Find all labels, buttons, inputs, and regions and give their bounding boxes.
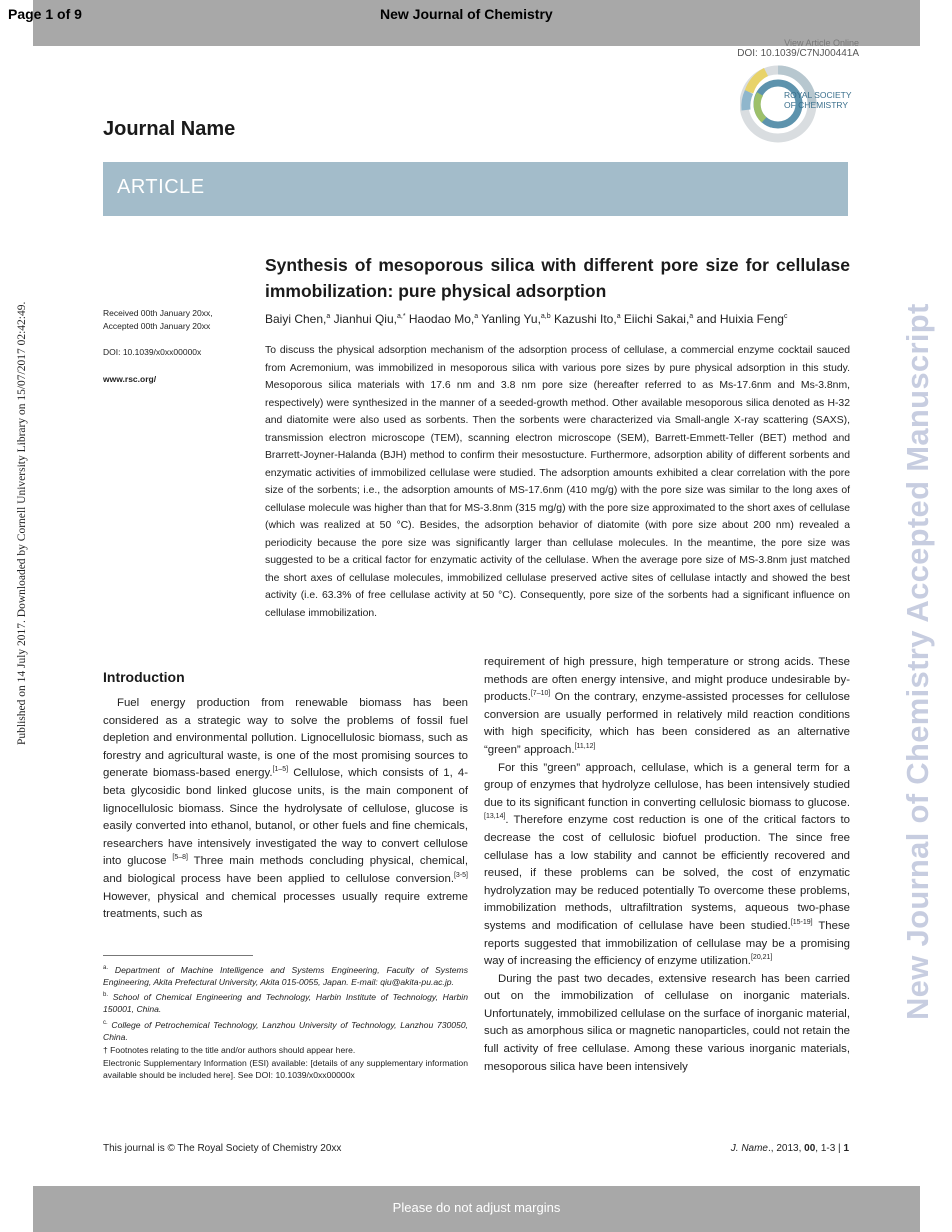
page-number: 1 — [843, 1143, 849, 1154]
article-meta — [103, 307, 253, 385]
footnote-text: Electronic Supplementary Information (ESI) available: [details of any supplementary information available should be included here]. See DOI: 10.1039/x0xx00000x — [103, 1058, 468, 1081]
body-text: Cellulose, which consists of 1, 4-beta glycosidic bond linked glucose units, is the main component of lignocellulosic biomass. Since the hydrolysate of cellulose, glucose is easily converted into ethanol, butanol, or other fuels and fine chemicals, researchers have intensively investigated the way to convert cellulose into glucose — [103, 767, 469, 868]
footnote — [103, 1057, 468, 1081]
rsc-logo-icon — [740, 62, 862, 144]
author-list — [265, 312, 855, 326]
view-article-online-link[interactable]: View Article Online — [784, 38, 859, 48]
footnote — [103, 1044, 468, 1056]
bottom-bar — [33, 1186, 920, 1232]
citation-ref[interactable]: [13,14] — [484, 813, 506, 821]
author-name: Baiyi Chen, — [265, 312, 327, 326]
website-link[interactable]: www.rsc.org/ — [103, 373, 157, 384]
citation-ref[interactable]: [3-5] — [453, 872, 468, 880]
accepted-date: Accepted 00th January 20xx — [103, 320, 211, 331]
header-doi: DOI: 10.1039/C7NJ00441A — [737, 48, 859, 59]
author-name: Haodao Mo, — [405, 312, 475, 326]
body-paragraph — [484, 760, 850, 971]
citation-ref[interactable]: [1–5] — [272, 766, 289, 774]
citation-line — [731, 1143, 849, 1154]
footnotes — [103, 962, 468, 1082]
footnote-text: College of Petrochemical Technology, Lanzhou University of Technology, Lanzhou 730050, China. — [103, 1019, 468, 1042]
body-text: Three main methods concluding physical, chemical, and biological process have been applied to cellulose conversion. — [103, 855, 468, 885]
body-text: Fuel energy production from renewable biomass has been considered as a strategic way to solve the problems of fossil fuel depletion and environmental pollution. Lignocellulosic biomass, such as forestry and agricultural waste, is one of the most promising sources to generate biomass-based energy. — [103, 697, 468, 780]
author-affiliation: a,b — [540, 313, 551, 320]
body-column-left — [103, 695, 468, 924]
body-text: On the contrary, enzyme-assisted processes for cellulose conversion are usually performed in relatively mild reaction conditions with high specificity, which has been considered as an alternative “green” approach. — [484, 691, 850, 756]
logo-line-2: OF CHEMISTRY — [784, 100, 849, 110]
rsc-logo — [740, 62, 862, 144]
publication-side-note — [16, 265, 28, 765]
body-text: These reports suggested that immobilization of cellulase may be a promising way of increasing the efficiency of enzyme utilization. — [484, 919, 850, 968]
body-text: During the past two decades, extensive research has been carried out on the immobilization of cellulase on inorganic materials. Unfortunately, immobilized cellulase on the surface of inorganic material, such as amorphous silica or magnetic nanoparticles, could not retain the full activity of free cellulase. Among these various inorganic materials, mesoporous silica have been intensively — [484, 972, 850, 1073]
citation-ref[interactable]: [5–8] — [172, 854, 188, 862]
page-indicator: Page 1 of 9 — [8, 6, 82, 22]
footnote-marker: a. — [103, 965, 109, 971]
author-affiliation: c — [783, 313, 788, 320]
citation-ref[interactable]: [20,21] — [750, 954, 773, 962]
author-name: and Huixia Feng — [693, 312, 784, 326]
body-column-right — [484, 654, 850, 1076]
author-affiliation: a — [689, 313, 694, 320]
author-affiliation: a — [474, 313, 479, 320]
author-affiliation: a,* — [396, 313, 406, 320]
body-text: For this ”green” approach, cellulase, which is a general term for a group of enzymes that hydrolyze cellulose, has been intensively studied due to its significant function in converting cellulosic biomass to glucose. — [484, 761, 850, 809]
citation-ref[interactable]: [7–10] — [530, 690, 551, 698]
body-text: However, physical and chemical processes usually require extreme treatments, such as — [103, 890, 468, 921]
body-paragraph — [484, 654, 850, 760]
citation-ref[interactable]: [15-19] — [790, 919, 813, 927]
footnote — [103, 989, 468, 1015]
publication-side-note-text: Published on 14 July 2017. Downloaded by Cornell University Library on 15/07/2017 02:42:49. — [16, 301, 28, 745]
paper-title: Synthesis of mesoporous silica with different pore size for cellulase immobilization: pure physical adsorption — [265, 255, 850, 301]
author-name: Jianhui Qiu, — [330, 312, 397, 326]
footnote-text: † Footnotes relating to the title and/or authors should appear here. — [103, 1044, 356, 1055]
author-name: Kazushi Ito, — [550, 312, 617, 326]
author-affiliation: a — [616, 313, 621, 320]
journal-header-title: New Journal of Chemistry — [380, 6, 553, 22]
article-type-label: ARTICLE — [117, 176, 205, 198]
citation-volume: 00 — [804, 1143, 816, 1154]
author-name: Yanling Yu, — [478, 312, 541, 326]
body-paragraph — [484, 971, 850, 1077]
author-affiliation: a — [326, 313, 331, 320]
received-date: Received 00th January 20xx, — [103, 308, 213, 318]
article-type-bar — [103, 162, 848, 216]
footnote-divider — [103, 955, 253, 956]
footnote — [103, 962, 468, 988]
body-paragraph — [103, 695, 468, 924]
body-text: requirement of high pressure, high temperature or strong acids. These methods are often energy intensive, and might produce undesirable by-products. — [484, 656, 850, 704]
citation-journal: J. Name — [730, 1143, 768, 1154]
copyright-line: This journal is © The Royal Society of Chemistry 20xx — [103, 1143, 342, 1154]
footnote-marker: b. — [103, 992, 109, 999]
accepted-manuscript-watermark — [900, 205, 940, 1025]
journal-name: Journal Name — [103, 118, 236, 140]
body-text: . Therefore enzyme cost reduction is one of the critical factors to decrease the cost of cellulosic biofuel production. The since free cellulase has a low stability and cannot be efficiently recovered and reused, if these problems can be solved, the cost of enzymatic hydrolyzation may be reduced potentially To overcome these problems, immobilization methods, ultrafiltration systems, aqueous two-phase systems and modification of cellulase have been studied. — [484, 814, 850, 932]
footnote-marker: c. — [103, 1019, 108, 1026]
watermark-text: New Journal of Chemistry Accepted Manuscript — [900, 303, 935, 1020]
meta-doi: DOI: 10.1039/x0xx00000x — [103, 347, 202, 357]
introduction-heading: Introduction — [103, 669, 185, 685]
footnote-text: School of Chemical Engineering and Technology, Harbin Institute of Technology, Harbin 150001, China. — [103, 992, 468, 1015]
footnote — [103, 1017, 468, 1043]
margin-notice: Please do not adjust margins — [392, 1200, 561, 1215]
citation-ref[interactable]: [11,12] — [574, 743, 596, 751]
citation-year: ., 2013, — [768, 1143, 805, 1154]
logo-line-1: ROYAL SOCIETY — [784, 90, 852, 100]
author-name: Eiichi Sakai, — [620, 312, 690, 326]
abstract: To discuss the physical adsorption mechanism of the adsorption process of cellulase, a commercial enzyme cocktail sauced from Acremonium, was immobilized in mesoporous silica with various pore sizes by pure physical adsorption in this study. Mesoporous silica materials with 17.6 nm and 3.8 nm pore size (hereafter referred to as Ms-17.6nm and Ms-3.8nm, respectively) were synthesized in the manner of a seeded-growth method. Other available mesoporous silica denoted as H-32 and diatomite were also used as sorbents. Then the sorbents were characterized via Small-angle X-ray scattering (SAXS), transmission electron microscope (TEM), scanning electron microscope (SEM), Barrett-Emmett-Teller (BET) method and Brarrett-Joyner-Halanda (BJH) method to confirm their mesostucture. Furthermore, adsorption ability of different sorbents and enzymatic activities of immobilized cellulase were studied. The adsorption amounts exhibited a clear correlation with the pore size of the sorbents; i.e., the adsorption amounts of MS-17.6nm (410 mg/g) with the pore size was similar to the long axes of cellulase molecule was higher than that for MS-3.8nm (315 mg/g) with the pore size approximated to the short axes of cellulase (which was realized at 50 °C). Besides, the adsorption behavior of diatomite (with pore size about 200 nm) revealed a periodicity because the pore size was significantly larger than cellulase molecules. In the meantime, the pore size was suggested to be a critical factor for enzymatic activity of the cellulase. When the average pore size of MS-3.8nm just matched the short axes of cellulase molecules, immobilized cellulase preserved active sites of cellulase intactly and showed the best activity (i.e. 63.3% of free cellulase activity at 50 °C). Consequently, pore size of the sorbents had a significant influence on cellulase immobilization. — [265, 345, 850, 619]
footnote-text: Department of Machine Intelligence and Systems Engineering, Faculty of Systems Engineering, Akita Prefectural University, Akita 015-0055, Japan. E-mail: qiu@akita-pu.ac.jp. — [103, 964, 468, 988]
citation-pages: , 1-3 | — [815, 1143, 844, 1154]
